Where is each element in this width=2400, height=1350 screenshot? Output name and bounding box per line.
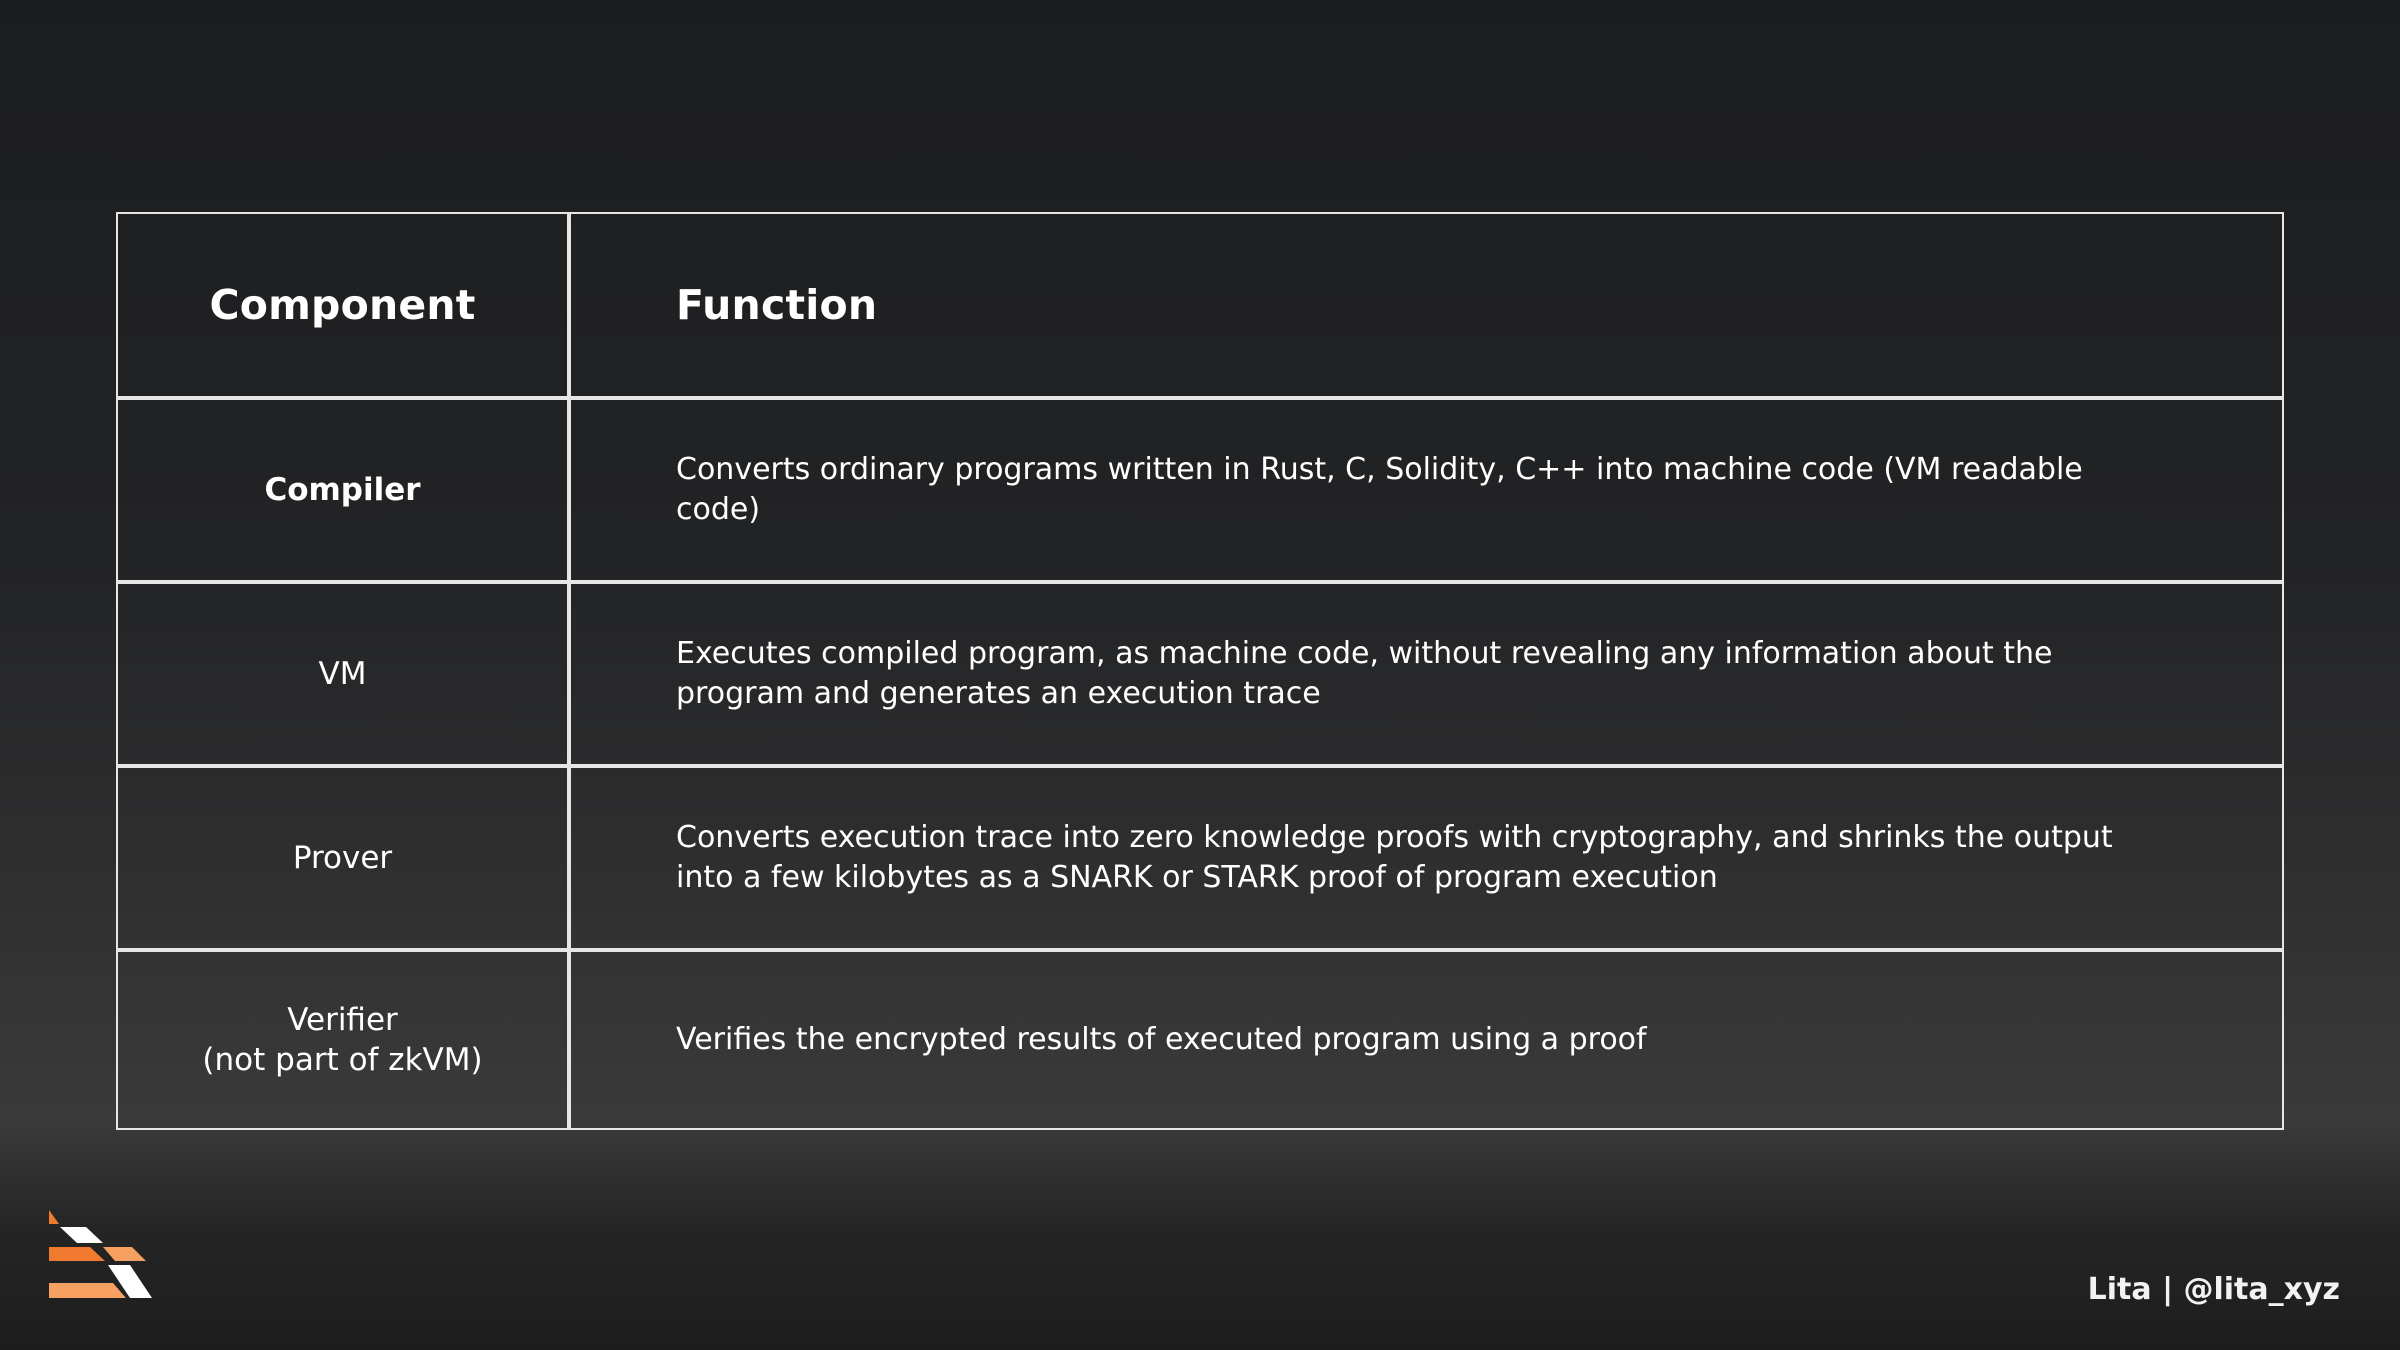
table-row <box>118 948 2282 1128</box>
component-cell <box>118 400 571 580</box>
function-description: Converts execution trace into zero knowledge proofs with cryptography, and shrinks the output into a few kilobytes as a SNARK or STARK proof of program execution <box>676 820 2113 895</box>
function-description: Executes compiled program, as machine code, without revealing any information about the program and generates an execution trace <box>676 636 2053 711</box>
brand-handle: Lita | @lita_xyz <box>2087 1272 2340 1307</box>
table-row <box>118 396 2282 580</box>
component-cell <box>118 768 571 948</box>
component-cell <box>118 952 571 1128</box>
function-cell <box>571 400 2282 580</box>
component-name: VM <box>318 656 367 692</box>
logo-shape-upper-white <box>60 1227 103 1243</box>
header-component: Component <box>209 281 476 329</box>
comparison-table <box>116 212 2284 1130</box>
component-name: Compiler <box>264 472 421 508</box>
component-name: Prover <box>292 840 393 876</box>
logo-shape-top <box>49 1210 59 1224</box>
function-cell <box>571 952 2282 1128</box>
function-description: Converts ordinary programs written in Rust, C, Solidity, C++ into machine code (VM readable code) <box>676 452 2083 527</box>
logo-shape-bottom-orange <box>49 1283 126 1298</box>
logo-shape-middle-light <box>103 1247 146 1261</box>
function-cell <box>571 768 2282 948</box>
function-description: Verifies the encrypted results of executed program using a proof <box>676 1022 1647 1057</box>
table-row <box>118 764 2282 948</box>
table-header-row <box>118 214 2282 396</box>
header-function-cell <box>571 214 2282 396</box>
header-function: Function <box>676 281 878 329</box>
component-name: Verifier (not part of zkVM) <box>202 1002 483 1078</box>
function-cell <box>571 584 2282 764</box>
logo-shape-middle-orange <box>49 1247 105 1261</box>
component-cell <box>118 584 571 764</box>
table-row <box>118 580 2282 764</box>
lita-logo-icon <box>46 1210 154 1304</box>
header-component-cell <box>118 214 571 396</box>
